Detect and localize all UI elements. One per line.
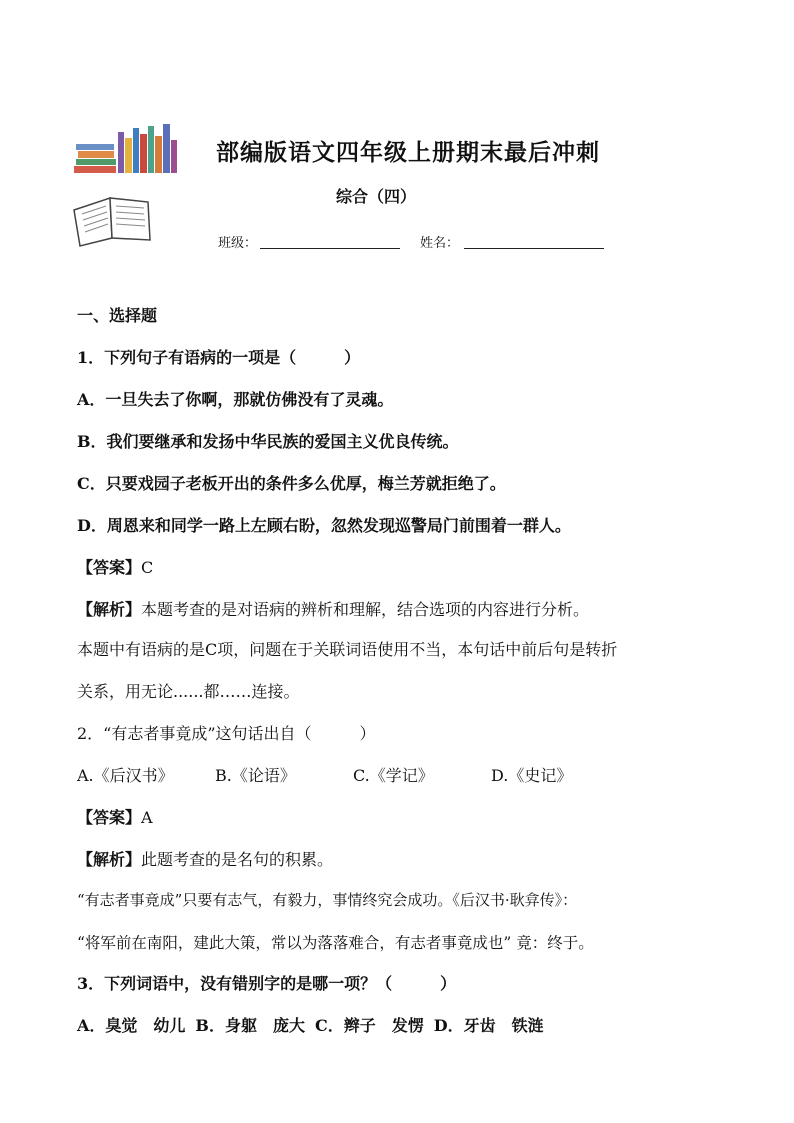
analysis-text: 本题考查的是对语病的辨析和理解，结合选项的内容进行分析。 [141,600,590,619]
question-2-stem: 2．“有志者事竟成”这句话出自（ ） [77,724,376,743]
question-1-analysis-line-1 [77,597,589,620]
question-3-stem: 3．下列词语中，没有错别字的是哪一项？（ ） [77,974,457,993]
answer-value: A [141,808,153,827]
question-1-option-c: C．只要戏园子老板开出的条件多么优厚，梅兰芳就拒绝了。 [77,474,506,493]
question-1-stem: 1．下列句子有语病的一项是（ ） [77,348,361,367]
question-1-analysis-line-2: 本题中有语病的是C项，问题在于关联词语使用不当，本句话中前后句是转折 [77,640,618,659]
answer-label: 【答案】 [77,558,142,577]
question-3-option-d: D．牙齿 铁涟 [433,1016,544,1035]
question-2-option-a: A.《后汉书》 [77,766,174,785]
question-2-option-b: B.《论语》 [215,766,296,785]
books-stack-illustration [74,124,178,174]
question-1-option-d: D．周恩来和同学一路上左顾右盼，忽然发现巡警局门前围着一群人。 [77,516,571,535]
question-3-option-c: C．辫子 发愣 [314,1016,424,1035]
analysis-text: 此题考查的是名句的积累。 [141,850,334,869]
question-1-option-b: B．我们要继承和发扬中华民族的爱国主义优良传统。 [77,432,459,451]
class-label: 班级： [218,236,258,251]
class-input-line[interactable] [260,248,400,249]
analysis-label: 【解析】 [77,850,142,869]
question-2-analysis-line-1 [77,847,333,870]
question-2-analysis-line-2: “有志者事竟成”只要有志气，有毅力，事情终究会成功。《后汉书·耿弇传》： [77,891,578,909]
answer-label: 【答案】 [77,808,142,827]
open-book-icon [70,192,154,248]
name-input-line[interactable] [464,248,604,249]
question-3-options [77,1013,554,1036]
name-label: 姓名： [420,236,460,251]
question-2-answer [77,805,153,828]
question-1-answer [77,555,153,578]
question-1-option-a: A．一旦失去了你啊，那就仿佛没有了灵魂。 [77,390,394,409]
question-3-option-a: A．臭觉 幼儿 [77,1016,186,1035]
document-subtitle: 综合（四） [336,187,417,206]
document-title: 部编版语文四年级上册期末最后冲刺 [216,139,600,166]
question-1-analysis-line-3: 关系，用无论......都……连接。 [77,682,300,701]
answer-value: C [141,558,154,577]
section-heading: 一、选择题 [77,306,158,325]
question-3-option-b: B．身躯 庞大 [195,1016,305,1035]
analysis-label: 【解析】 [77,600,142,619]
question-2-analysis-line-3: “将军前在南阳，建此大策，常以为落落难合，有志者事竟成也” 竟：终于。 [77,934,594,952]
question-2-options [77,763,582,786]
question-2-option-c: C.《学记》 [353,766,434,785]
question-2-option-d: D.《史记》 [491,766,573,785]
